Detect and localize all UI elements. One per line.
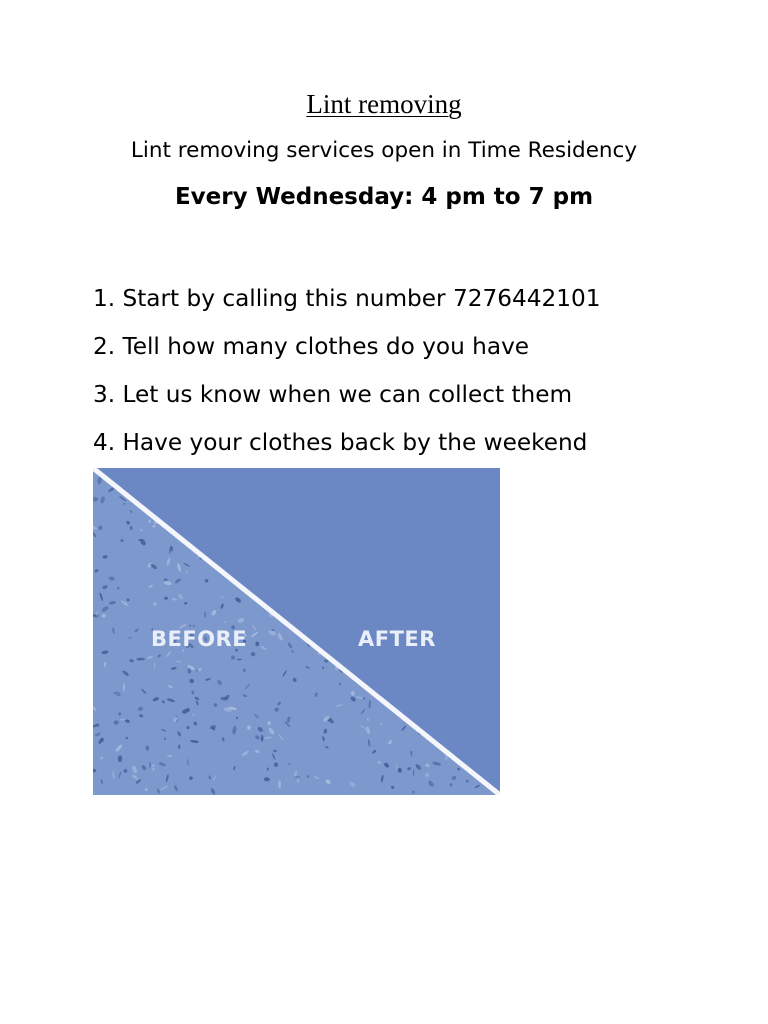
before-after-fabric-photo xyxy=(93,468,500,795)
step-item: 1. Start by calling this number 7276442101 xyxy=(93,285,601,312)
step-item: 3. Let us know when we can collect them xyxy=(93,381,573,408)
flyer-title: Lint removing xyxy=(306,89,462,119)
service-schedule: Every Wednesday: 4 pm to 7 pm xyxy=(174,184,594,210)
before-label: BEFORE xyxy=(151,627,248,651)
step-item: 4. Have your clothes back by the weekend xyxy=(93,429,588,456)
flyer-subtitle: Lint removing services open in Time Residency xyxy=(130,138,638,163)
steps-list xyxy=(93,275,600,467)
step-item: 2. Tell how many clothes do you have xyxy=(93,333,530,360)
after-label: AFTER xyxy=(358,627,436,651)
